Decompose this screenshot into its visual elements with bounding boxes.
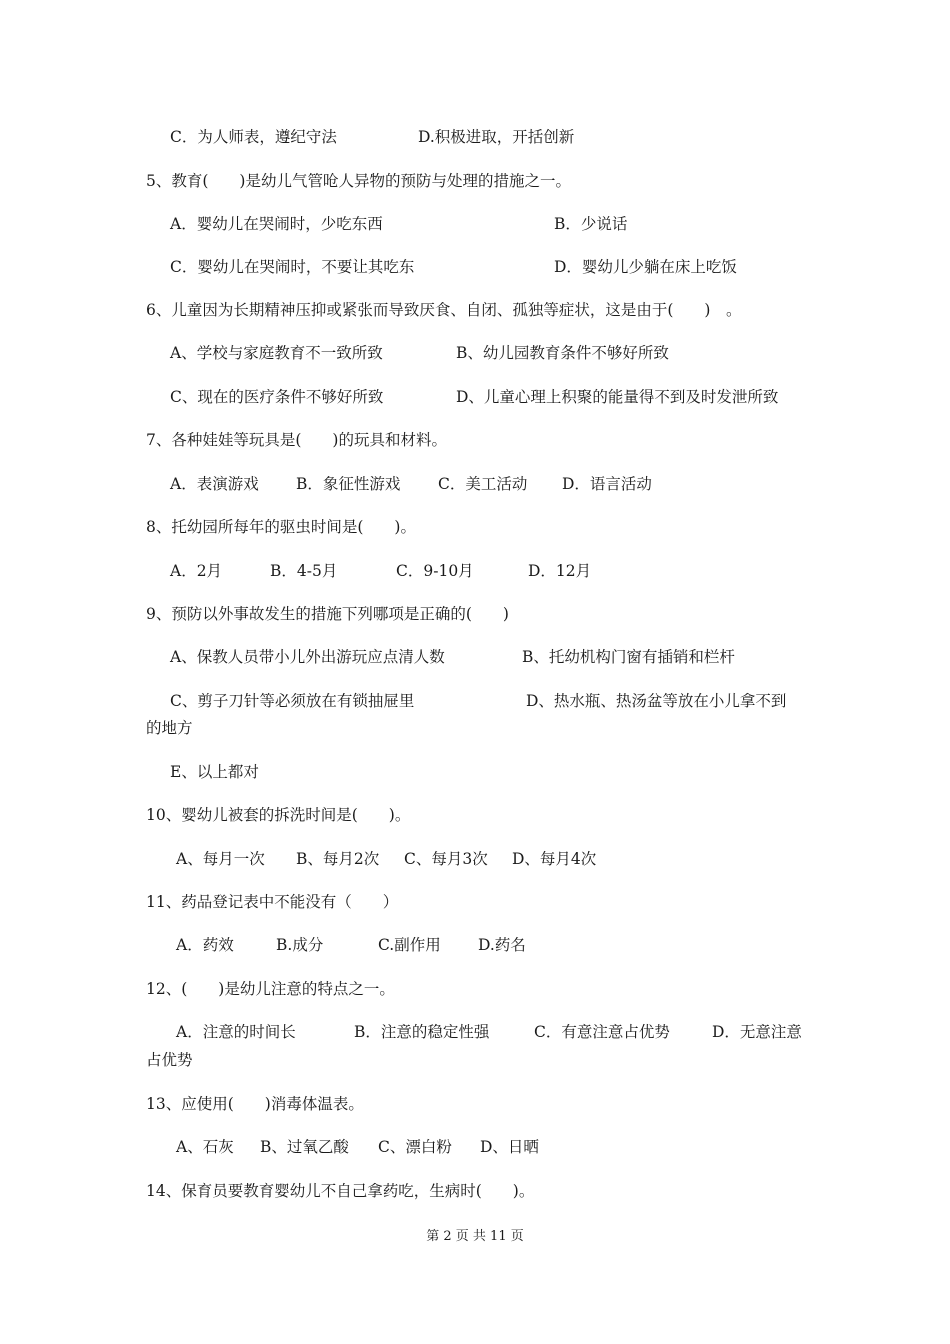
q5-option-a: A．婴幼儿在哭闹时，少吃东西 bbox=[170, 215, 383, 233]
q6-option-a: A、学校与家庭教育不一致所致 bbox=[170, 344, 383, 362]
q7-option-a: A．表演游戏 bbox=[170, 475, 259, 493]
q13-option-d: D、日晒 bbox=[480, 1138, 539, 1156]
q11-option-a: A．药效 bbox=[176, 936, 234, 954]
q6-option-c: C、现在的医疗条件不够好所致 bbox=[170, 388, 384, 406]
q12-option-d-continuation: 占优势 bbox=[146, 1051, 193, 1069]
q6-option-b: B、幼儿园教育条件不够好所致 bbox=[456, 344, 669, 362]
q7-option-b: B．象征性游戏 bbox=[296, 475, 401, 493]
q11-option-c: C.副作用 bbox=[378, 936, 441, 954]
q10-option-c: C、每月3次 bbox=[404, 850, 488, 868]
q12-option-a: A．注意的时间长 bbox=[176, 1023, 296, 1041]
q13-option-c: C、漂白粉 bbox=[378, 1138, 452, 1156]
q10-stem: 10、婴幼儿被套的拆洗时间是( )。 bbox=[146, 806, 411, 824]
q4-option-c: C．为人师表，遵纪守法 bbox=[170, 128, 337, 146]
q6-stem: 6、儿童因为长期精神压抑或紧张而导致厌食、自闭、孤独等症状，这是由于( ) 。 bbox=[146, 301, 742, 319]
q9-option-b: B、托幼机构门窗有插销和栏杆 bbox=[522, 648, 735, 666]
q10-option-a: A、每月一次 bbox=[176, 850, 265, 868]
q14-stem: 14、保育员要教育婴幼儿不自己拿药吃，生病时( )。 bbox=[146, 1182, 535, 1200]
q7-option-d: D．语言活动 bbox=[562, 475, 652, 493]
q9-option-c: C、剪子刀针等必须放在有锁抽屉里 bbox=[170, 692, 415, 710]
q10-option-d: D、每月4次 bbox=[512, 850, 597, 868]
q7-stem: 7、各种娃娃等玩具是( )的玩具和材料。 bbox=[146, 431, 447, 449]
q4-option-d: D.积极进取，开括创新 bbox=[418, 128, 575, 146]
q8-option-b: B．4-5月 bbox=[270, 562, 338, 580]
q5-option-c: C．婴幼儿在哭闹时，不要让其吃东 bbox=[170, 258, 415, 276]
q13-option-a: A、石灰 bbox=[176, 1138, 234, 1156]
q9-option-a: A、保教人员带小儿外出游玩应点清人数 bbox=[170, 648, 445, 666]
q8-option-a: A．2月 bbox=[170, 562, 223, 580]
q9-option-d-continuation: 的地方 bbox=[146, 719, 193, 737]
q9-option-d: D、热水瓶、热汤盆等放在小儿拿不到 bbox=[526, 692, 787, 710]
q7-option-c: C．美工活动 bbox=[438, 475, 528, 493]
q8-stem: 8、托幼园所每年的驱虫时间是( )。 bbox=[146, 518, 416, 536]
q5-option-b: B．少说话 bbox=[554, 215, 628, 233]
q12-option-c: C．有意注意占优势 bbox=[534, 1023, 670, 1041]
q5-option-d: D．婴幼儿少躺在床上吃饭 bbox=[554, 258, 737, 276]
q9-option-e: E、以上都对 bbox=[170, 763, 259, 781]
q8-option-d: D．12月 bbox=[528, 562, 592, 580]
q8-option-c: C．9-10月 bbox=[396, 562, 474, 580]
q6-option-d: D、儿童心理上积聚的能量得不到及时发泄所致 bbox=[456, 388, 779, 406]
page-number-footer: 第 2 页 共 11 页 bbox=[426, 1229, 524, 1244]
q11-stem: 11、药品登记表中不能没有（ ） bbox=[146, 893, 399, 911]
q13-stem: 13、应使用( )消毒体温表。 bbox=[146, 1095, 364, 1113]
q12-stem: 12、( )是幼儿注意的特点之一。 bbox=[146, 980, 395, 998]
q5-stem: 5、教育( )是幼儿气管呛人异物的预防与处理的措施之一。 bbox=[146, 172, 571, 190]
q11-option-d: D.药名 bbox=[478, 936, 526, 954]
q9-stem: 9、预防以外事故发生的措施下列哪项是正确的( ) bbox=[146, 605, 509, 623]
q13-option-b: B、过氧乙酸 bbox=[260, 1138, 349, 1156]
q12-option-b: B．注意的稳定性强 bbox=[354, 1023, 490, 1041]
q10-option-b: B、每月2次 bbox=[296, 850, 380, 868]
q12-option-d: D．无意注意 bbox=[712, 1023, 802, 1041]
q11-option-b: B.成分 bbox=[276, 936, 324, 954]
